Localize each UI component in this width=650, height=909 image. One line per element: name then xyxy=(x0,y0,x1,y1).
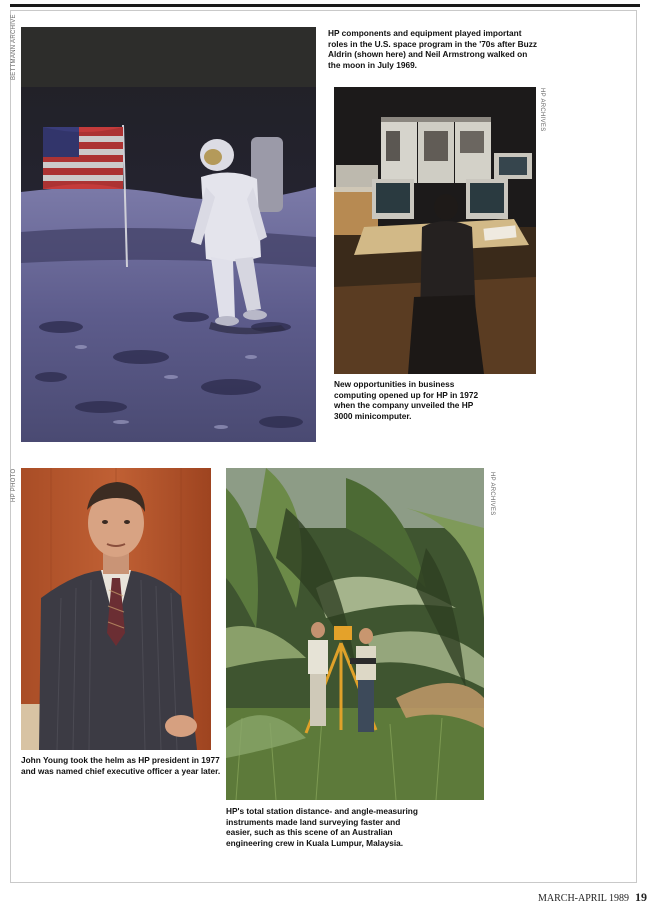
moon-photo-credit: BETTMANN ARCHIVE xyxy=(11,14,17,80)
issue-date: MARCH-APRIL 1989 xyxy=(538,893,630,904)
portrait-photo-caption: John Young took the helm as HP president in 1977 and was named chief executive officer a year later. xyxy=(21,755,221,776)
top-rule xyxy=(10,4,640,7)
page-footer xyxy=(538,890,647,905)
portrait-photo-credit: HP PHOTO xyxy=(11,468,17,502)
hp3000-computer-photo xyxy=(334,87,536,374)
page-number: 19 xyxy=(635,890,648,904)
land-surveying-photo xyxy=(226,468,484,800)
computer-photo-caption: New opportunities in business computing opened up for HP in 1972 when the company unveiled the HP 3000 minicomputer. xyxy=(334,379,479,421)
survey-photo-caption: HP's total station distance- and angle-measuring instruments made land surveying faster and easier, such as this scene of an Australian engineering crew in Kuala Lumpur, Malaysia. xyxy=(226,806,418,848)
moon-photo-caption: HP components and equipment played important roles in the U.S. space program in the '70s after Buzz Aldrin (shown here) and Neil Armstrong walked on the moon in July 1969. xyxy=(328,28,537,70)
computer-photo-credit: HP ARCHIVES xyxy=(539,88,545,132)
john-young-portrait-photo xyxy=(21,468,211,750)
moon-landing-photo xyxy=(21,27,316,442)
survey-photo-credit: HP ARCHIVES xyxy=(489,472,495,516)
